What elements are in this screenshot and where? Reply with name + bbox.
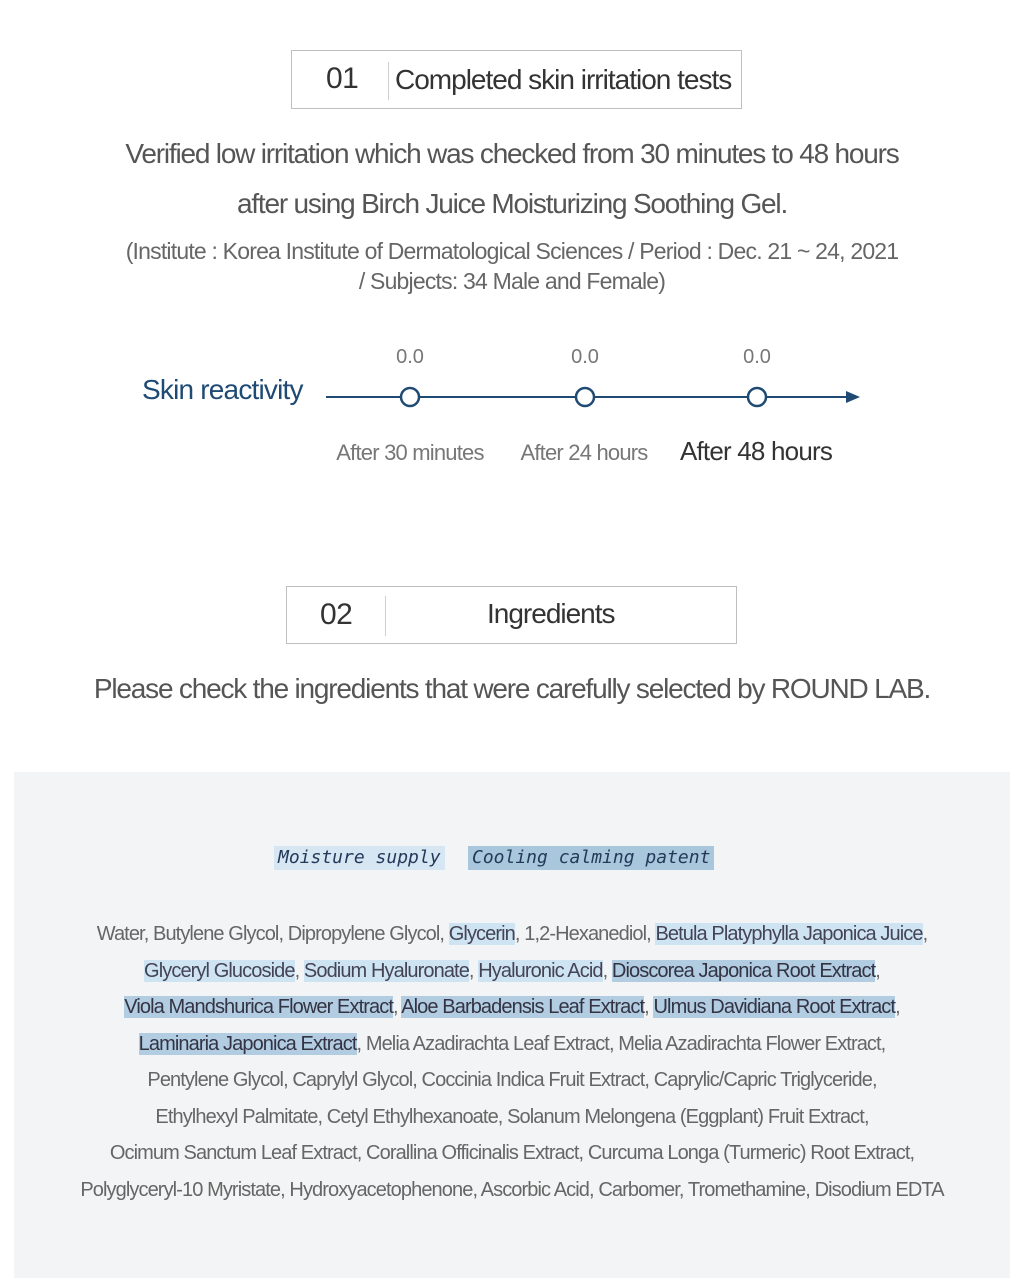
ingredient-text: , [392, 996, 402, 1018]
timeline-value-24h: 0.0 [571, 346, 599, 368]
timeline-value-48h: 0.0 [743, 346, 771, 368]
moisture-supply-tag: Moisture supply [274, 846, 445, 870]
ingredient-aloe: Aloe Barbadensis Leaf Extract [401, 996, 645, 1018]
cooling-calming-patent-tag: Cooling calming patent [468, 846, 714, 870]
ingredients-line-6: Ethylhexyl Palmitate, Cetyl Ethylhexanoate, Solanum Melongena (Eggplant) Fruit Extract, [155, 1105, 869, 1128]
ingredients-line-3 [14, 989, 1010, 1026]
section2-lead: Please check the ingredients that were carefully selected by ROUND LAB. [93, 673, 931, 704]
ingredient-text: , [922, 923, 928, 945]
section1-lead-line2: after using Birch Juice Moisturizing Soothing Gel. [236, 188, 788, 219]
ingredient-hyaluronic-acid: Hyaluronic Acid [478, 959, 603, 982]
ingredients-line-4 [14, 1026, 1010, 1063]
section2-title: Ingredients [487, 598, 615, 629]
skin-reactivity-timeline [0, 367, 1024, 427]
ingredient-ulmus: Ulmus Davidiana Root Extract [653, 996, 896, 1018]
section2-divider [385, 596, 386, 636]
timeline-point-24h [576, 388, 594, 406]
ingredients-line-5: Pentylene Glycol, Caprylyl Glycol, Coccinia Indica Fruit Extract, Caprylic/Capric Triglyceride, [147, 1069, 877, 1091]
ingredients-list [14, 916, 1010, 1208]
timeline-point-30min [401, 388, 419, 406]
ingredient-text: , [875, 959, 880, 982]
ingredients-line-8: Polyglyceryl-10 Myristate, Hydroxyacetophenone, Ascorbic Acid, Carbomer, Tromethamine, Disodium EDTA [80, 1178, 944, 1201]
timeline-label-24h: After 24 hours [520, 440, 648, 465]
section1-lead-line1: Verified low irritation which was checked from 30 minutes to 48 hours [125, 138, 899, 169]
ingredient-glycerin: Glycerin [448, 923, 515, 945]
ingredient-text: , [895, 996, 900, 1018]
ingredient-text: Water, Butylene Glycol, Dipropylene Glycol, [96, 923, 449, 945]
section2-number: 02 [320, 598, 353, 631]
ingredient-birch-juice: Betula Platyphylla Japonica Juice [655, 923, 923, 945]
ingredient-text: , [468, 959, 479, 982]
section1-number: 01 [326, 62, 359, 95]
timeline-label-48h: After 48 hours [679, 436, 833, 466]
timeline-arrow-head [846, 391, 860, 403]
ingredient-glyceryl-glucoside: Glyceryl Glucoside [144, 959, 295, 982]
section1-title: Completed skin irritation tests [395, 64, 732, 95]
ingredients-line-1 [14, 916, 1010, 953]
section1-note-line1: (Institute : Korea Institute of Dermatological Sciences / Period : Dec. 21 ~ 24, 2021 [125, 238, 899, 264]
timeline-label-30min: After 30 minutes [336, 440, 484, 465]
ingredient-dioscorea: Dioscorea Japonica Root Extract [611, 959, 876, 982]
section1-divider [388, 62, 389, 100]
ingredient-text: , [602, 959, 612, 982]
skin-reactivity-label: Skin reactivity [142, 374, 303, 405]
ingredient-viola: Viola Mandshurica Flower Extract [124, 996, 393, 1018]
ingredient-sodium-hyaluronate: Sodium Hyaluronate [303, 959, 469, 982]
ingredients-line-7: Ocimum Sanctum Leaf Extract, Corallina Officinalis Extract, Curcuma Longa (Turmeric) Root Extract, [109, 1142, 915, 1164]
ingredient-laminaria: Laminaria Japonica Extract [138, 1032, 357, 1055]
section1-note-line2: / Subjects: 34 Male and Female) [358, 268, 666, 294]
ingredient-text: , [644, 996, 654, 1018]
timeline-value-30min: 0.0 [396, 346, 424, 368]
ingredients-line-2 [14, 953, 1010, 990]
ingredient-text: , 1,2-Hexanediol, [514, 923, 656, 945]
ingredient-text: , [294, 959, 304, 982]
ingredient-text: , Melia Azadirachta Leaf Extract, Melia Azadirachta Flower Extract, [356, 1032, 886, 1055]
timeline-point-48h [748, 388, 766, 406]
